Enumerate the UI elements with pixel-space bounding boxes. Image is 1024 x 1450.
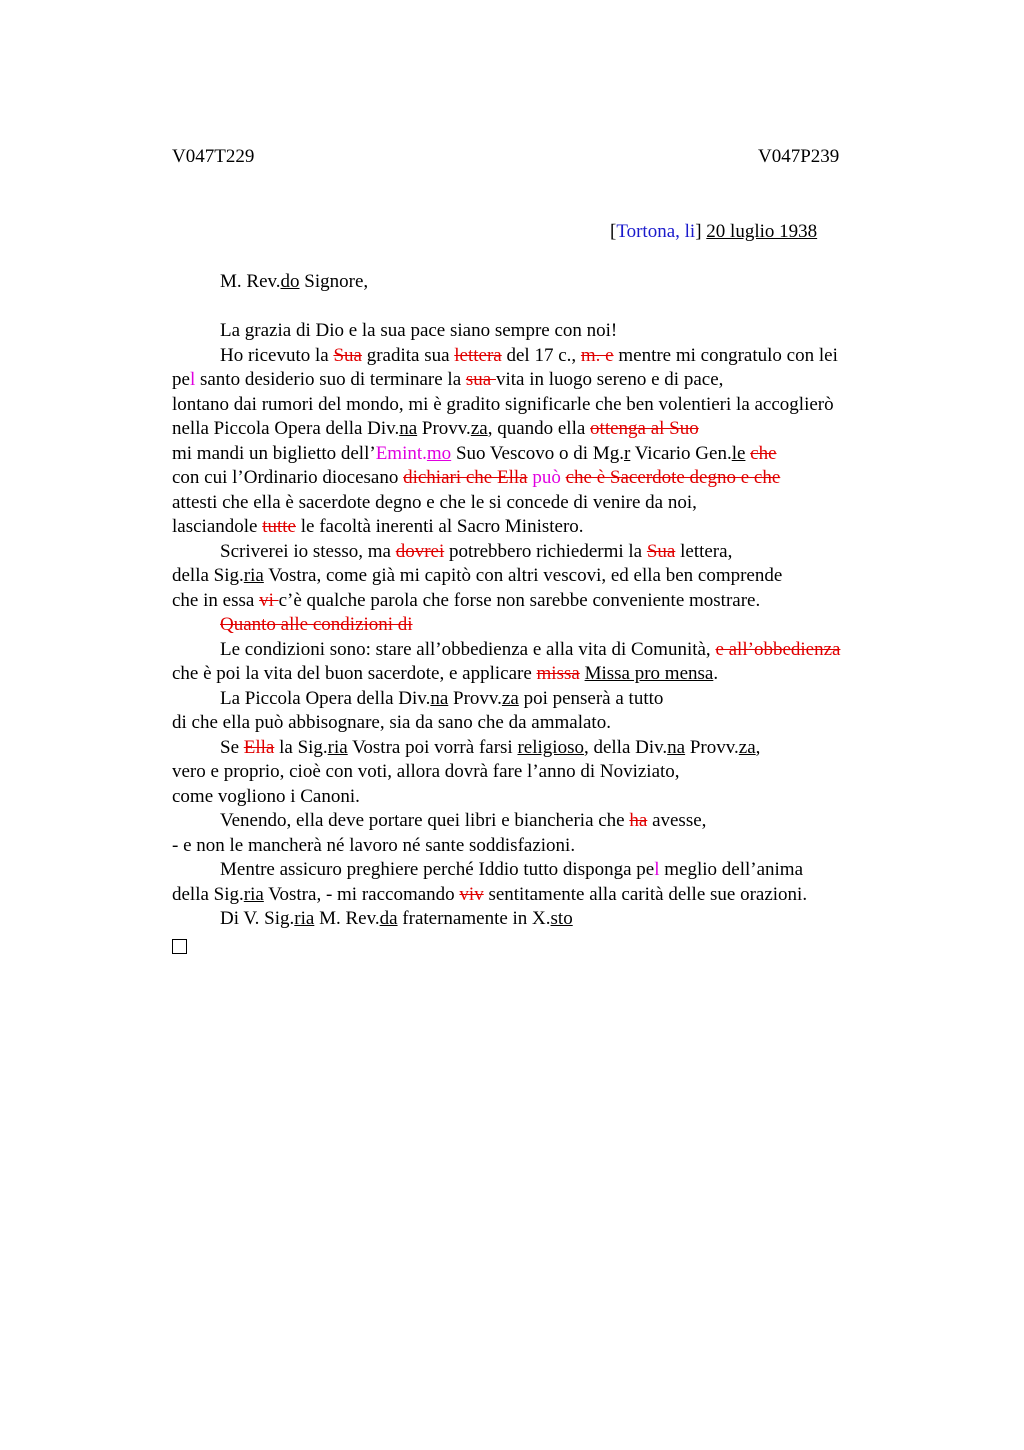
dateline bbox=[610, 221, 817, 243]
deletion: vi bbox=[259, 589, 279, 611]
letter-body bbox=[172, 270, 932, 956]
insertion: mo bbox=[426, 442, 452, 464]
line-16: La Piccola Opera della Div.na Provv.za poi penserà a tutto bbox=[220, 687, 664, 709]
line-04: lontano dai rumori del mondo, mi è gradito significarle che ben volentieri la accoglierò bbox=[172, 393, 834, 415]
insertion: l bbox=[189, 369, 196, 390]
deletion: ottenga al Suo bbox=[590, 418, 699, 439]
line-18: Se Ella la Sig.ria Vostra poi vorrà farsi religioso, della Div.na Provv.za, bbox=[220, 736, 761, 758]
deletion: che bbox=[750, 442, 777, 464]
document-code-right: V047P239 bbox=[758, 146, 840, 167]
line-12: che in essa vi c’è qualche parola che forse non sarebbe conveniente mostrare. bbox=[172, 589, 761, 611]
line-09: lasciandole tutte le facoltà inerenti al Sacro Ministero. bbox=[172, 516, 584, 537]
line-24: della Sig.ria Vostra, - mi raccomando viv sentitamente alla carità delle sue orazioni. bbox=[172, 883, 808, 905]
line-01: La grazia di Dio e la sua pace siano sempre con noi! bbox=[220, 320, 618, 341]
line-21: Venendo, ella deve portare quei libri e biancheria che ha avesse, bbox=[220, 810, 707, 831]
line-11: della Sig.ria Vostra, come già mi capitò con altri vescovi, ed ella ben comprende bbox=[172, 565, 783, 586]
line-07: con cui l’Ordinario diocesano dichiari che Ella può che è Sacerdote degno e che bbox=[172, 467, 781, 488]
line-23: Mentre assicuro preghiere perché Iddio tutto disponga pel meglio dell’anima bbox=[220, 859, 804, 880]
line-06: mi mandi un biglietto dell’Emint.mo Suo Vescovo o di Mg.r Vicario Gen.le che bbox=[172, 442, 777, 464]
line-17: di che ella può abbisognare, sia da sano che da ammalato. bbox=[172, 712, 611, 733]
deletion: lettera bbox=[454, 344, 502, 366]
line-14: Le condizioni sono: stare all’obbedienza e alla vita di Comunità, e all’obbedienza bbox=[220, 638, 841, 660]
deletion: m. e bbox=[580, 344, 614, 366]
line-20: come vogliono i Canoni. bbox=[172, 785, 360, 807]
insertion: può bbox=[527, 467, 566, 488]
deletion: dovrei bbox=[395, 540, 445, 562]
line-15: che è poi la vita del buon sacerdote, e applicare missa Missa pro mensa. bbox=[172, 663, 719, 684]
bracket-close: ] bbox=[695, 221, 702, 242]
deletion: dichiari che Ella bbox=[403, 467, 528, 488]
date: 20 luglio 1938 bbox=[706, 221, 818, 242]
deletion: e all’obbedienza bbox=[715, 638, 841, 660]
deletion: Sua bbox=[646, 540, 676, 562]
closing-line: Di V. Sig.ria M. Rev.da fraternamente in X.sto bbox=[220, 908, 573, 929]
document-code-left: V047T229 bbox=[172, 146, 255, 167]
line-13 bbox=[172, 613, 932, 638]
line-02: Ho ricevuto la Sua gradita sua lettera del 17 c., m. e mentre mi congratulo con lei bbox=[220, 344, 838, 366]
line-19: vero e proprio, cioè con voti, allora dovrà fare l’anno di Noviziato, bbox=[172, 761, 680, 782]
line-08: attesti che ella è sacerdote degno e che le si concede di venire da noi, bbox=[172, 491, 697, 513]
bracket-open: [ bbox=[610, 221, 617, 242]
square-end-icon bbox=[172, 939, 187, 954]
line-22: - e non le mancherà né lavoro né sante soddisfazioni. bbox=[172, 834, 576, 856]
insertion: Emint. bbox=[375, 442, 427, 464]
deletion: Ella bbox=[243, 736, 275, 758]
deletion: viv bbox=[459, 883, 484, 905]
place: Tortona, li bbox=[616, 221, 696, 242]
line-05: nella Piccola Opera della Div.na Provv.za, quando ella ottenga al Suo bbox=[172, 418, 699, 439]
end-mark bbox=[172, 932, 932, 957]
deletion: Quanto alle condizioni di bbox=[220, 614, 413, 635]
deletion: che è Sacerdote degno e che bbox=[565, 467, 781, 488]
deletion: sua bbox=[465, 369, 496, 390]
deletion: ha bbox=[629, 810, 648, 831]
salutation: M. Rev.do Signore, bbox=[220, 271, 369, 292]
line-10: Scriverei io stesso, ma dovrei potrebbero richiedermi la Sua lettera, bbox=[220, 540, 733, 562]
line-03: pel santo desiderio suo di terminare la sua vita in luogo sereno e di pace, bbox=[172, 369, 724, 390]
deletion: missa bbox=[536, 663, 580, 684]
insertion: l bbox=[654, 859, 660, 880]
deletion: Sua bbox=[333, 344, 362, 366]
deletion: tutte bbox=[262, 516, 296, 537]
